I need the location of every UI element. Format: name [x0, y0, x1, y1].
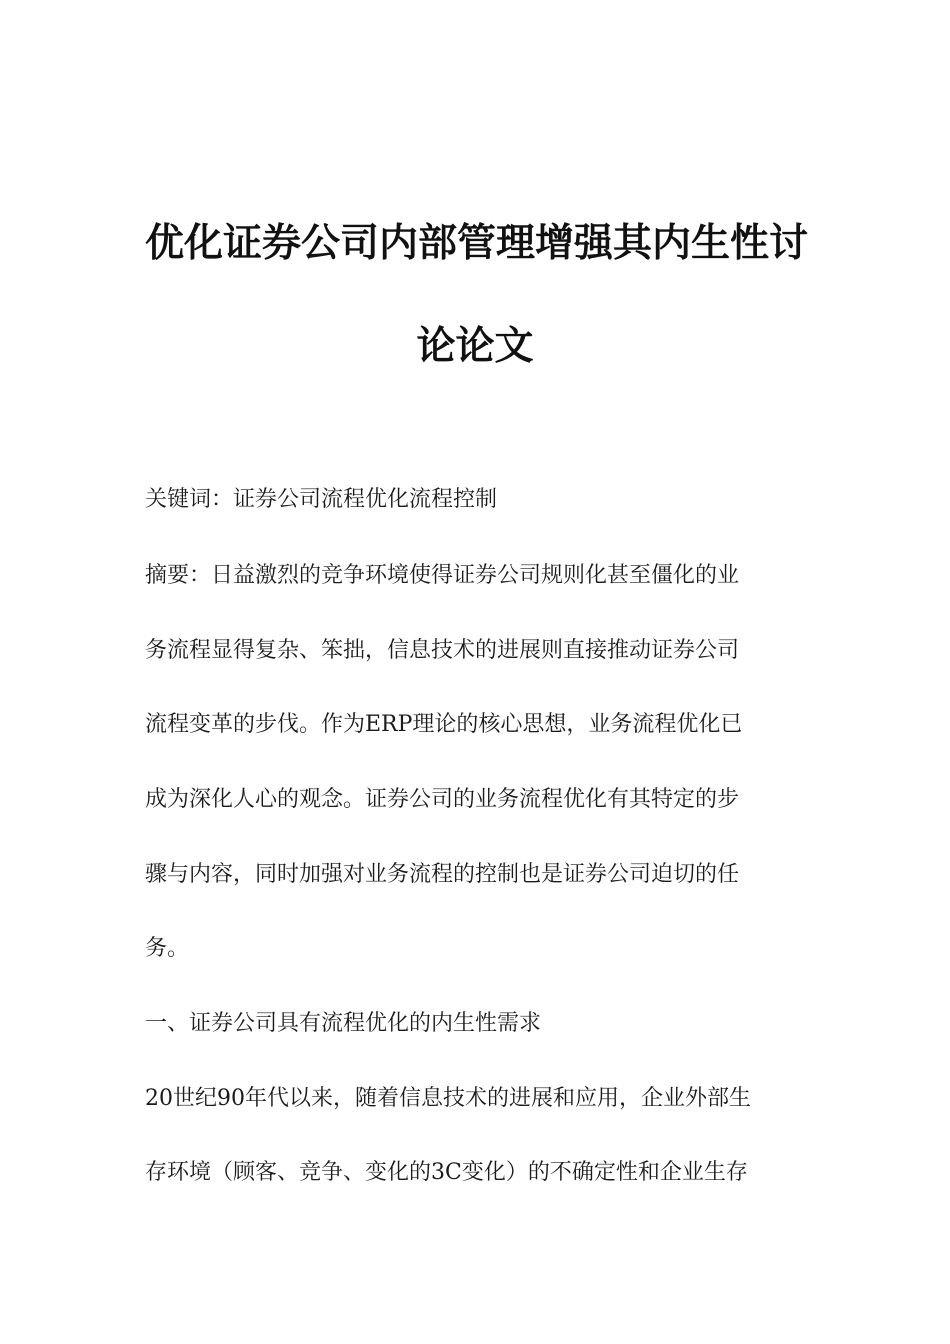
abstract-line: 务流程显得复杂、笨拙，信息技术的进展则直接推动证券公司: [145, 638, 740, 663]
section-heading: 一、证券公司具有流程优化的内生性需求: [145, 1011, 542, 1036]
paragraph-line: 20世纪90年代以来，随着信息技术的进展和应用，企业外部生: [145, 1086, 751, 1111]
paragraph-line: 存环境（顾客、竞争、变化的3C变化）的不确定性和企业生存: [145, 1160, 748, 1185]
abstract-line: 流程变革的步伐。作为ERP理论的核心思想，业务流程优化已: [145, 712, 743, 737]
abstract-line: 成为深化人心的观念。证券公司的业务流程优化有其特定的步: [145, 787, 740, 812]
abstract-line: 摘要：日益激烈的竞争环境使得证券公司规则化甚至僵化的业: [145, 563, 740, 588]
document-title-line-2: 论论文: [416, 324, 534, 369]
keywords-line: 关键词：证券公司流程优化流程控制: [145, 487, 498, 512]
document-title-line-1: 优化证券公司内部管理增强其内生性讨: [145, 221, 809, 266]
abstract-line: 骤与内容，同时加强对业务流程的控制也是证券公司迫切的任: [145, 862, 740, 887]
abstract-line: 务。: [145, 936, 190, 961]
